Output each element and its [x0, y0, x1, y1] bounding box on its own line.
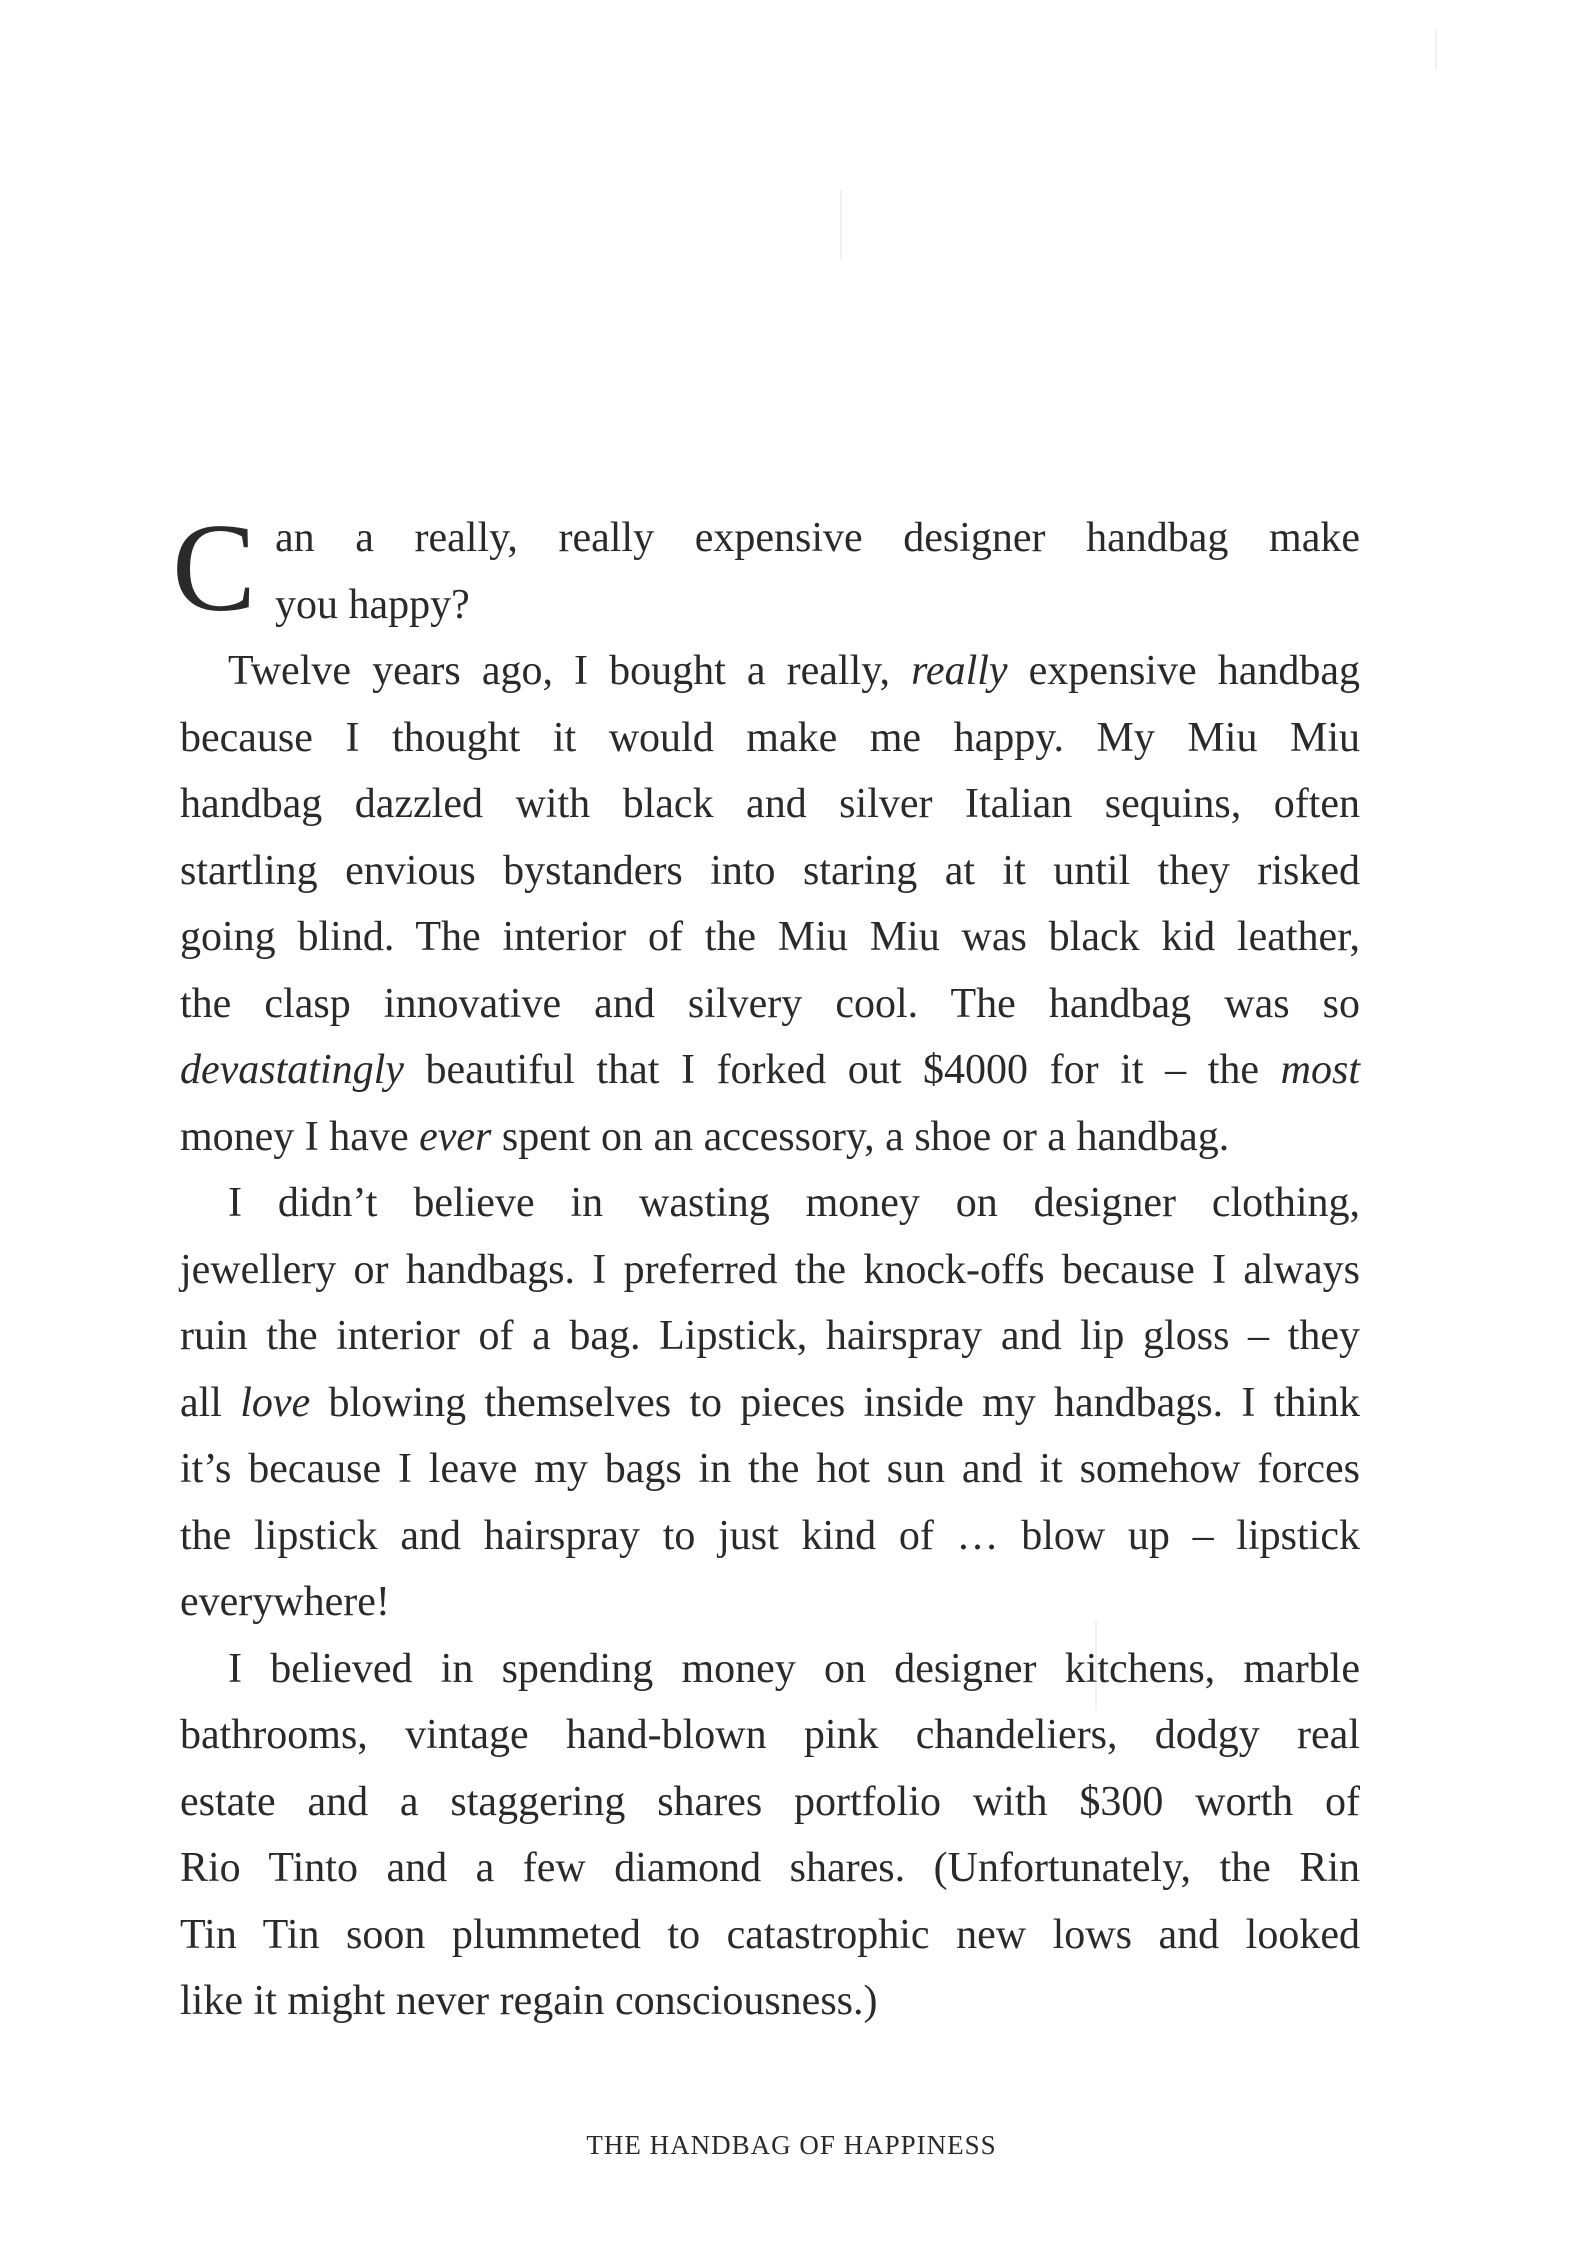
text-run: Tin Tin soon plummeted to catastrophic new lows and looked	[180, 1911, 1360, 1958]
text-run: Twelve years ago, I bought a really,	[228, 648, 912, 694]
italic-run: most	[1280, 1047, 1360, 1093]
paragraph-3-line-5	[180, 1436, 1360, 1503]
text-run: you happy?	[275, 581, 470, 628]
paragraph-4-line-5	[180, 1902, 1360, 1969]
text-run: ruin the interior of a bag. Lipstick, hairspray and lip gloss – they	[180, 1313, 1360, 1359]
paragraph-2-line-8	[180, 1104, 1360, 1171]
paragraph-2-line-5	[180, 904, 1360, 971]
italic-run: ever	[419, 1113, 492, 1160]
text-run: the lipstick and hairspray to just kind of … blow up – lipstick	[180, 1512, 1360, 1559]
running-footer: THE HANDBAG OF HAPPINESS	[586, 2130, 997, 2160]
paragraph-2-line-6	[180, 971, 1360, 1038]
text-run: because I thought it would make me happy. My Miu Miu	[180, 714, 1360, 761]
text-run: handbag dazzled with black and silver Italian sequins, often	[180, 781, 1360, 827]
paragraph-2-line-4	[180, 838, 1360, 905]
text-run: I believed in spending money on designer kitchens, marble	[228, 1645, 1360, 1692]
text-run: jewellery or handbags. I preferred the knock-offs because I always	[180, 1246, 1360, 1293]
scan-artifact	[1435, 30, 1437, 70]
drop-cap: C	[172, 499, 257, 638]
text-run: startling envious bystanders into staring at it until they risked	[180, 847, 1360, 894]
paragraph-1-line-2	[180, 572, 1360, 639]
paragraph-4-line-6	[180, 1968, 1360, 2035]
paragraph-3-line-2	[180, 1237, 1360, 1304]
text-run: the clasp innovative and silvery cool. The handbag was so	[180, 980, 1360, 1027]
text-run: Rio Tinto and a few diamond shares. (Unfortunately, the Rin	[180, 1845, 1360, 1891]
text-run: like it might never regain consciousness.)	[180, 1978, 878, 2024]
paragraph-3-line-1	[180, 1170, 1360, 1237]
paragraph-4-line-3	[180, 1769, 1360, 1836]
text-run: beautiful that I forked out $4000 for it – the	[403, 1047, 1281, 1093]
paragraph-4-line-1	[180, 1636, 1360, 1703]
text-run: blowing themselves to pieces inside my handbags. I think	[310, 1379, 1361, 1426]
text-run: everywhere!	[180, 1579, 390, 1625]
paragraph-3-line-3	[180, 1303, 1360, 1370]
paragraph-2-line-3	[180, 771, 1360, 838]
paragraph-2-line-2	[180, 705, 1360, 772]
text-run: estate and a staggering shares portfolio with $300 worth of	[180, 1778, 1360, 1825]
paragraph-2-line-1	[180, 638, 1360, 705]
italic-run: love	[240, 1379, 311, 1426]
paragraph-4-line-2	[180, 1702, 1360, 1769]
paragraph-3-line-7	[180, 1569, 1360, 1636]
text-run: it’s because I leave my bags in the hot sun and it somehow forces	[180, 1446, 1360, 1492]
body-text	[172, 499, 1361, 2035]
italic-run: really	[911, 648, 1008, 694]
paragraph-2-line-7	[180, 1037, 1360, 1104]
paragraph-3-line-4	[180, 1370, 1360, 1437]
text-run: bathrooms, vintage hand-blown pink chandeliers, dodgy real	[180, 1712, 1360, 1758]
paragraph-3-line-6	[180, 1503, 1360, 1570]
text-run: all	[180, 1379, 241, 1426]
text-run: money I have	[180, 1113, 420, 1160]
text-run: going blind. The interior of the Miu Miu was black kid leather,	[180, 914, 1360, 960]
text-run: expensive handbag	[1007, 648, 1360, 694]
text-run: an a really, really expensive designer handbag make	[275, 515, 1360, 561]
text-run: spent on an accessory, a shoe or a handbag.	[491, 1113, 1230, 1160]
scan-artifact	[840, 190, 842, 260]
italic-run: devastatingly	[180, 1047, 404, 1093]
paragraph-4-line-4	[180, 1835, 1360, 1902]
text-run: I didn’t believe in wasting money on designer clothing,	[228, 1180, 1360, 1226]
